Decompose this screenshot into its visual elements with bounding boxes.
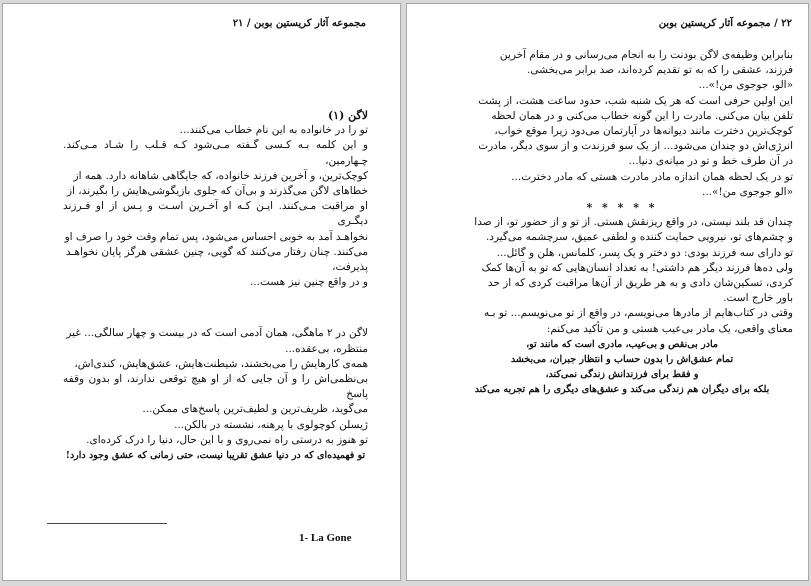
text-line: تلفن بیان می‌کنی. مادرت را این گونه خطاب می‌کنی و در همان لحظه: [491, 109, 793, 122]
text-line: انرژی‌اش دو چندان می‌شود... از یک سو فرزندت و از سوی دیگر، مادرت: [478, 140, 793, 153]
text-line: وقتی در کتاب‌هایم از مادرها می‌نویسم، در واقع از تو می‌نویسم... تو بـه: [483, 307, 793, 320]
text-line: و در واقع چنین نیز هست...: [249, 276, 368, 289]
right-page: [406, 3, 809, 581]
left-page: [2, 3, 401, 581]
text-line: لاگن در ۲ ماهگی، همان آدمی است که در بیست و چهار سالگی... غیر: [66, 327, 368, 340]
text-line: نخواهـد آمد به خوبی احساس می‌شود، پس تمام وقت خود را صرف او: [64, 230, 368, 243]
text-line: ژیسلن کوچولوی با پرهنه، نشسته در بالکن...: [174, 418, 368, 431]
text-line: و این کلمه بـه کـسی گـفته مـی‌شود کـه قـلب را شـاد مـی‌کند. چـهارمین،: [63, 139, 368, 167]
section-title: لاگن (۱): [327, 109, 368, 122]
page-header: ۲۲ / مجموعه آثار کریستین بوبن: [658, 18, 792, 29]
text-line: تو هنوز به درستی راه نمی‌روی و با این حال، دنیا را درک کرده‌ای.: [86, 433, 368, 446]
footnote-divider: [47, 523, 167, 524]
text-line: در آن طرف خط و تو در میانه‌ی دنیا...: [628, 155, 793, 168]
text-line: همه‌ی کارهایش را می‌بخشند، شیطنت‌هایش، عشق‌هایش، کندی‌اش،: [74, 357, 368, 370]
page-header: مجموعه آثار کریستین بوبن / ۲۱: [232, 18, 366, 29]
bold-line: تمام عشق‌اش را بدون حساب و انتظار جبران، می‌بخشد: [510, 354, 734, 366]
text-line: او مراقبت مـی‌کنند. ایـن کـه او آخـرین اسـت و پـس از او فـرزند دیگـری: [63, 200, 368, 228]
text-line: تو دارای سه فرزند بودی: دو دختر و یک پسر، کلمانس، هلن و گائل...: [496, 246, 793, 259]
footnote: 1- La Gone: [299, 532, 352, 544]
text-line: تو را در خانواده به این نام خطاب می‌کنند...: [179, 124, 368, 137]
section-separator: * * * * *: [586, 201, 658, 215]
closing-bold-line: تو فهمیده‌ای که در دنیا عشق تقریبا نیست، حتی زمانی که عشق وجود دارد!: [65, 450, 366, 462]
text-line: پذیرفت،: [332, 261, 368, 274]
text-line: فرزند، عشقی را که به تو تقدیم کرده‌اند، صد برابر می‌بخشی.: [527, 64, 793, 77]
text-line: «الو جوجوی من!»...: [702, 185, 793, 198]
text-line: معنای واقعی، یک مادر بی‌عیب هستی و من تأکید می‌کنم:: [546, 322, 793, 335]
text-line: کردی، تسکین‌شان دادی و به هر طریق از آن‌ها مراقبت کردی که از حد: [487, 277, 793, 290]
page-body: [451, 48, 793, 398]
text-line: بنابراین وظیفه‌ی لاگن بودنت را به انجام می‌رسانی و در مقام آخرین: [499, 49, 793, 61]
text-line: می‌گوید، ظریف‌ترین و لطیف‌ترین پاسخ‌های ممکن...: [142, 403, 368, 416]
text-line: باور خارج است.: [723, 292, 793, 305]
text-line: «الو، جوجوی من!»...: [698, 79, 793, 92]
text-line: کوچک‌ترین، و آخرین فرزند خانواده، که جایگاهی شاهانه دارد. همه از: [73, 169, 368, 182]
bold-line: مادر بی‌نقص و بی‌عیب، مادری است که مانند تو،: [526, 338, 718, 350]
text-line: و چشم‌های تو، نیرویی حمایت کننده و لطفی عمیق، سرچشمه می‌گیرد.: [485, 231, 793, 244]
text-line: چندان قد بلند نیستی، در واقع ریزنقش هستی. از تو و از حضور تو، از صدا: [474, 216, 793, 229]
text-line: می‌کنند. چنان رفتار می‌کنند که گویی، چنین عشقی هرگز پایان نخواهـد: [65, 245, 368, 258]
text-line: ولی ده‌ها فرزند دیگر هم داشتی! به تعداد انسان‌هایی که تو به آن‌ها کمک: [481, 261, 793, 274]
text-line: کوچک‌ترین دخترت مانند دیوانه‌ها در آپارتمان می‌دود زیرا موقع خواب،: [494, 125, 793, 138]
bold-line: بلکه برای دیگران هم زندگی می‌کند و عشق‌های دیگری را هم تجربه می‌کند: [474, 384, 770, 396]
text-line: این اولین حرفی است که هر یک شنبه شب، حدود ساعت هشت، از پشت: [478, 94, 793, 107]
text-line: خطاهای لاگن می‌گذرند و بی‌آن که جلوی بازیگوشی‌هایش را بگیرند، از: [66, 185, 368, 198]
page-body: [63, 108, 368, 463]
bold-line: و فقط برای فرزندانش زندگی نمی‌کند،: [545, 369, 699, 381]
text-line: تو در یک لحظه همان اندازه مادر مادرت هستی که مادر دخترت...: [511, 170, 793, 183]
text-line: منتظره، بی‌عقده...: [285, 342, 368, 355]
text-line: بی‌نظمی‌اش را و آن جایی که از او هیچ توقعی ندارند، او بدون وقفه پاسخ: [63, 373, 368, 401]
